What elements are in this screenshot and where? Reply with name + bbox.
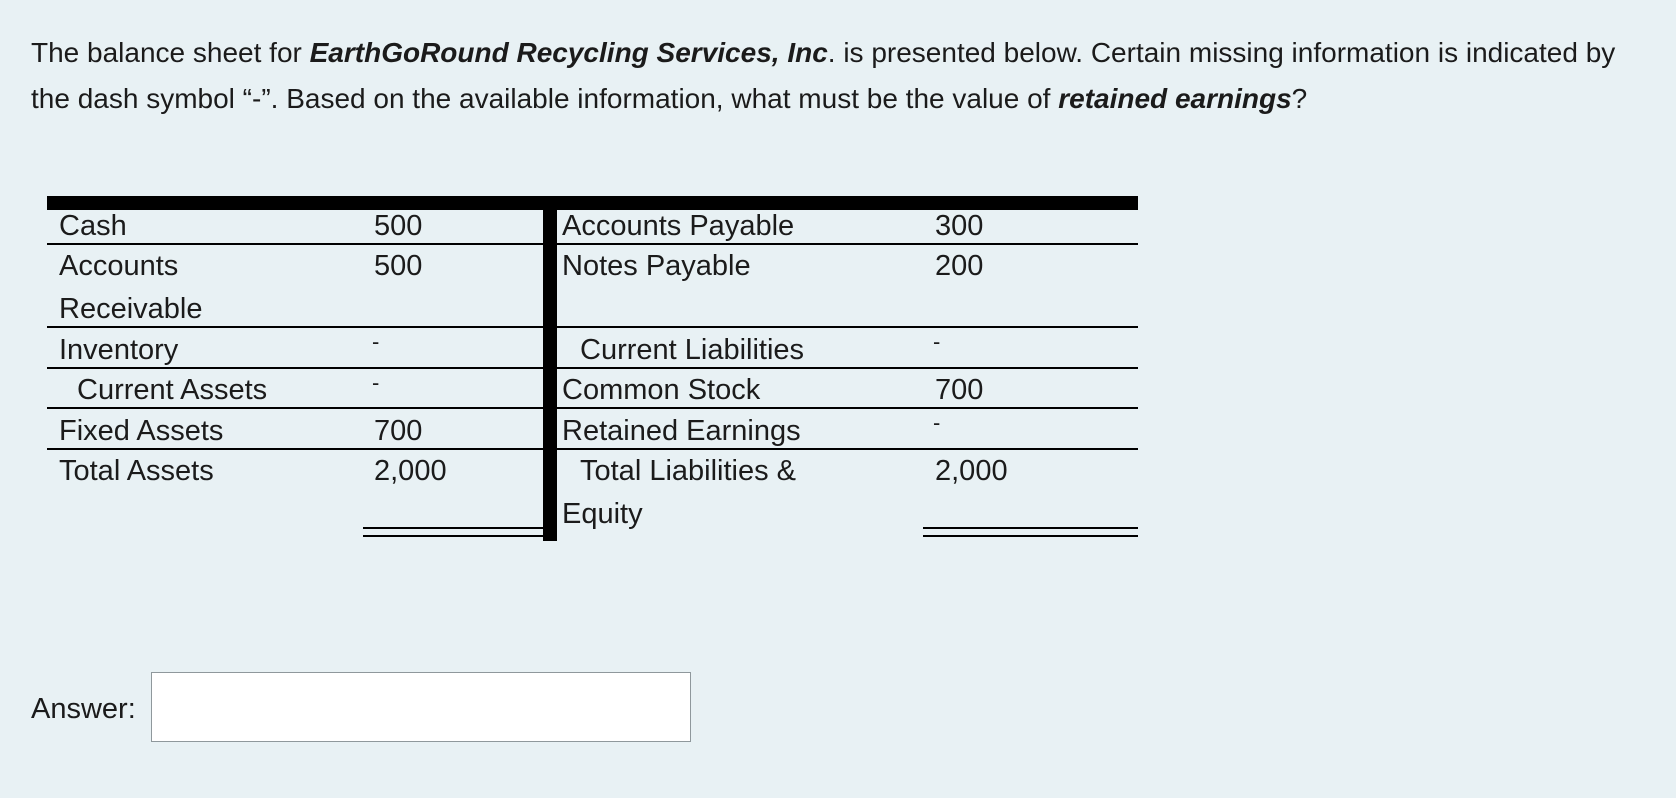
- asset-label-fixed-assets: Fixed Assets: [59, 415, 224, 447]
- total-liab-double-rule-bottom: [923, 535, 1138, 537]
- question-part-1: The balance sheet for: [31, 37, 310, 68]
- asset-label-ar-line2: Receivable: [59, 293, 203, 325]
- liab-label-accounts-payable: Accounts Payable: [562, 210, 795, 242]
- liab-label-retained-earnings: Retained Earnings: [562, 415, 801, 447]
- asset-label-inventory: Inventory: [59, 334, 179, 366]
- asset-label-ar-line1: Accounts: [59, 250, 179, 282]
- liab-label-total-line2: Equity: [562, 498, 643, 530]
- company-name: EarthGoRound Recycling Services, Inc: [309, 37, 828, 68]
- rule-assets-2: [47, 326, 544, 328]
- rule-assets-4: [47, 407, 544, 409]
- asset-value-inventory: -: [372, 329, 380, 354]
- liab-label-total-line1: Total Liabilities &: [580, 455, 796, 487]
- answer-label: Answer:: [31, 693, 136, 725]
- liab-value-common-stock: 700: [935, 374, 984, 406]
- liab-label-notes-payable: Notes Payable: [562, 250, 751, 282]
- rule-liab-1: [557, 243, 1138, 245]
- asset-label-current-assets: Current Assets: [77, 374, 268, 406]
- liab-value-retained-earnings: -: [933, 410, 941, 435]
- rule-assets-5: [47, 448, 544, 450]
- liab-value-current-liabilities: -: [933, 329, 941, 354]
- rule-assets-3: [47, 367, 544, 369]
- asset-label-cash: Cash: [59, 210, 127, 242]
- asset-value-total-assets: 2,000: [374, 455, 447, 487]
- question-target: retained earnings: [1058, 83, 1292, 114]
- total-assets-double-rule-top: [363, 527, 544, 529]
- balance-sheet-divider: [543, 196, 557, 541]
- asset-label-total-assets: Total Assets: [59, 455, 214, 487]
- rule-liab-3: [557, 367, 1138, 369]
- liab-label-current-liabilities: Current Liabilities: [580, 334, 805, 366]
- total-assets-double-rule-bottom: [363, 535, 544, 537]
- balance-sheet-top-rule: [47, 196, 1138, 210]
- liab-value-notes-payable: 200: [935, 250, 984, 282]
- question-part-2: . is presented below. Certain missing information is indicated by the dash symbol “-”. Based on the available information, what must be the value of: [31, 37, 1616, 114]
- asset-value-cash: 500: [374, 210, 423, 242]
- asset-value-ar: 500: [374, 250, 423, 282]
- rule-liab-5: [557, 448, 1138, 450]
- rule-assets-1: [47, 243, 544, 245]
- liab-value-total: 2,000: [935, 455, 1008, 487]
- liab-value-accounts-payable: 300: [935, 210, 984, 242]
- asset-value-current-assets: -: [372, 370, 380, 395]
- question-part-3: ?: [1291, 83, 1308, 114]
- liab-label-common-stock: Common Stock: [562, 374, 761, 406]
- total-liab-double-rule-top: [923, 527, 1138, 529]
- asset-value-fixed-assets: 700: [374, 415, 423, 447]
- answer-input[interactable]: [151, 672, 691, 742]
- rule-liab-4: [557, 407, 1138, 409]
- rule-liab-2: [557, 326, 1138, 328]
